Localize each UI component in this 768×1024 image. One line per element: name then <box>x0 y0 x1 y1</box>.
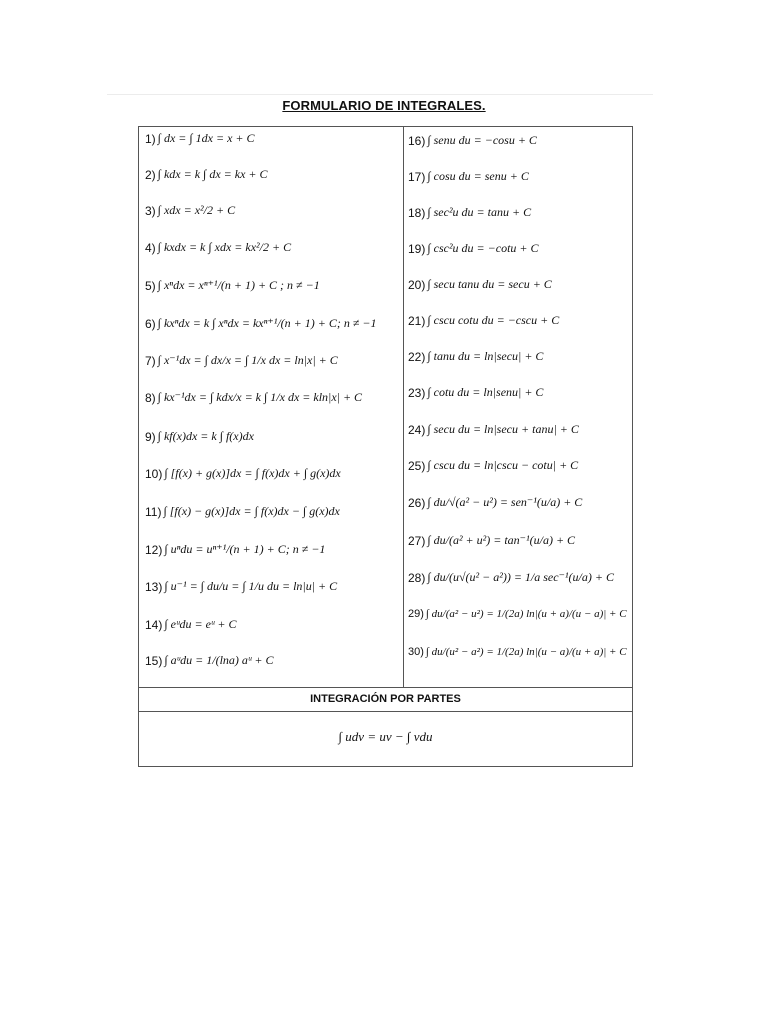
formula-item: 24) ∫ secu du = ln|secu + tanu| + C <box>408 422 579 437</box>
formula-item: 3) ∫ xdx = x²/2 + C <box>145 203 236 218</box>
formula-column-left <box>139 127 404 687</box>
top-divider <box>107 94 653 95</box>
formula-item: 9) ∫ kf(x)dx = k ∫ f(x)dx <box>145 429 254 444</box>
formula-item: 19) ∫ csc²u du = −cotu + C <box>408 241 539 256</box>
partes-formula: ∫ udv = uv − ∫ vdu <box>338 729 433 744</box>
formula-item: 26) ∫ du/√(a² − u²) = sen⁻¹(u/a) + C <box>408 495 583 510</box>
formula-item: 11) ∫ [f(x) − g(x)]dx = ∫ f(x)dx − ∫ g(x)dx <box>145 504 340 519</box>
formula-item: 30) ∫ du/(u² − a²) = 1/(2a) ln|(u − a)/(u + a)| + C <box>408 646 627 658</box>
formula-item: 22) ∫ tanu du = ln|secu| + C <box>408 349 544 364</box>
formula-item: 25) ∫ cscu du = ln|cscu − cotu| + C <box>408 458 579 473</box>
page-title: FORMULARIO DE INTEGRALES. <box>282 98 486 113</box>
formula-item: 8) ∫ kx⁻¹dx = ∫ kdx/x = k ∫ 1/x dx = kln|x| + C <box>145 390 363 405</box>
formula-item: 6) ∫ kxⁿdx = k ∫ xⁿdx = kxⁿ⁺¹/(n + 1) + C; n ≠ −1 <box>145 316 377 331</box>
formula-item: 27) ∫ du/(a² + u²) = tan⁻¹(u/a) + C <box>408 533 576 548</box>
formula-item: 2) ∫ kdx = k ∫ dx = kx + C <box>145 167 268 182</box>
formula-item: 1) ∫ dx = ∫ 1dx = x + C <box>145 131 255 146</box>
formula-column-right <box>403 127 632 687</box>
formula-item: 4) ∫ kxdx = k ∫ xdx = kx²/2 + C <box>145 240 292 255</box>
formula-item: 29) ∫ du/(a² − u²) = 1/(2a) ln|(u + a)/(u − a)| + C <box>408 608 627 620</box>
formula-item: 5) ∫ xⁿdx = xⁿ⁺¹/(n + 1) + C ; n ≠ −1 <box>145 278 320 293</box>
formula-item: 20) ∫ secu tanu du = secu + C <box>408 277 552 292</box>
formula-item: 23) ∫ cotu du = ln|senu| + C <box>408 385 544 400</box>
formula-item: 15) ∫ aᵘdu = 1/(lna) aᵘ + C <box>145 653 274 668</box>
partes-row <box>139 711 632 768</box>
formula-item: 10) ∫ [f(x) + g(x)]dx = ∫ f(x)dx + ∫ g(x)dx <box>145 466 341 481</box>
formula-item: 16) ∫ senu du = −cosu + C <box>408 133 537 148</box>
formula-item: 14) ∫ eᵘdu = eᵘ + C <box>145 617 237 632</box>
formula-item: 18) ∫ sec²u du = tanu + C <box>408 205 532 220</box>
formula-item: 17) ∫ cosu du = senu + C <box>408 169 529 184</box>
partes-header: INTEGRACIÓN POR PARTES <box>139 687 632 712</box>
formula-item: 21) ∫ cscu cotu du = −cscu + C <box>408 313 560 328</box>
formula-item: 13) ∫ u⁻¹ = ∫ du/u = ∫ 1/u du = ln|u| + C <box>145 579 338 594</box>
formula-item: 7) ∫ x⁻¹dx = ∫ dx/x = ∫ 1/x dx = ln|x| + C <box>145 353 338 368</box>
formula-item: 28) ∫ du/(u√(u² − a²)) = 1/a sec⁻¹(u/a) + C <box>408 570 614 585</box>
formula-item: 12) ∫ uⁿdu = uⁿ⁺¹/(n + 1) + C; n ≠ −1 <box>145 542 326 557</box>
formula-table <box>138 126 633 767</box>
